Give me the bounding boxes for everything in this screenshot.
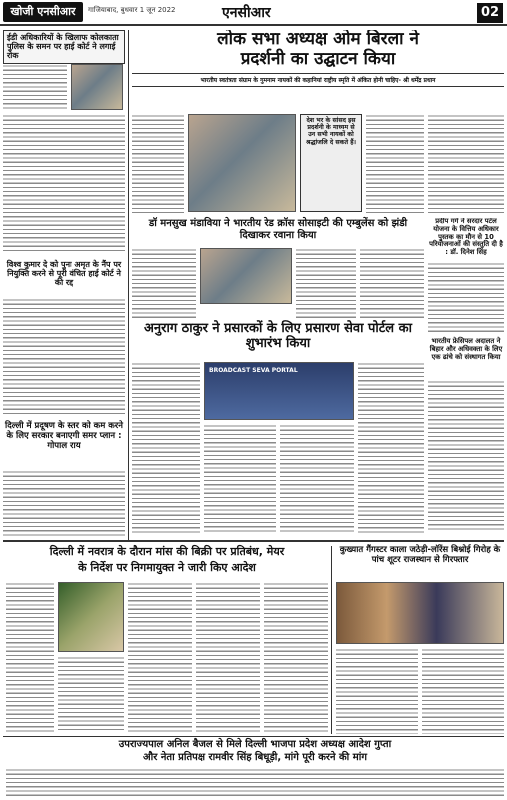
dateline: गाजियाबाद, बुधवार 1 जून 2022 — [88, 6, 176, 14]
mid-story-headline: डॉ मनसुख मंडाविया ने भारतीय रेड क्रॉस सोसाइटी की एम्बुलेंस को झंडी दिखाकर रवाना किया — [148, 218, 408, 241]
second-story-body-col1 — [132, 362, 200, 534]
section-rule — [3, 736, 504, 737]
left-story-3-body — [3, 470, 125, 538]
photo-banner-text: BROADCAST SEVA PORTAL — [209, 367, 298, 374]
footer-story-headline-line2: और नेता प्रतिपक्ष रामवीर सिंह बिधूड़ी, मांगे पूरी करने की मांग — [143, 752, 367, 763]
left-story-1-body-cont — [3, 114, 125, 254]
left-column — [3, 30, 125, 540]
right-column — [428, 218, 504, 534]
footer-story-headline-line1: उपराज्यपाल अनिल बैजल से मिले दिल्ली भाजपा प्रदेश अध्यक्ष आदेश गुप्ता — [118, 739, 392, 750]
mid-story-body-col1 — [132, 248, 196, 318]
bottom-story-body-col2 — [58, 656, 124, 732]
crime-story-headline: कुख्यात गैंगस्टर काला जठेड़ी-लॉरेंस बिश्नोई गिरोह के पांच शूटर राजस्थान से गिरफ्तार — [339, 545, 501, 565]
mid-story-body-col3 — [360, 248, 424, 318]
section-rule — [3, 540, 504, 542]
bottom-story-body-col4 — [196, 582, 260, 732]
column-rule — [331, 546, 332, 734]
bottom-story-body-col5 — [264, 582, 328, 732]
bottom-story-body-col1 — [6, 582, 54, 732]
right-story-1-body — [428, 262, 504, 332]
crime-story-photo — [336, 582, 504, 644]
lead-story-head — [132, 30, 504, 108]
bottom-story-photo — [58, 582, 124, 652]
second-story-body-col2 — [204, 424, 276, 534]
bottom-story-headline-line2: के निर्देश पर निगमायुक्त ने जारी किए आदेश — [78, 561, 256, 574]
lead-headline-line2: प्रदर्शनी का उद्घाटन किया — [240, 48, 396, 69]
right-story-2-body — [428, 380, 504, 530]
section-label: एनसीआर — [222, 5, 271, 21]
second-story-body-col3 — [280, 424, 354, 534]
crime-story-body-col1 — [336, 648, 418, 734]
lead-photo — [188, 114, 296, 212]
column-rule — [128, 30, 129, 540]
second-story-headline: अनुराग ठाकुर ने प्रसारकों के लिए प्रसारण सेवा पोर्टल का शुभारंभ किया — [143, 321, 412, 351]
footer-story-body — [6, 768, 504, 798]
lead-body-col2 — [366, 114, 424, 214]
lead-headline-line1: लोक सभा अध्यक्ष ओम बिरला ने — [217, 30, 419, 49]
left-story-1-headline: ईडी अधिकारियों के खिलाफ कोलकाता पुलिस के समन पर हाई कोर्ट ने लगाई रोक — [3, 30, 125, 64]
left-story-1-photo — [71, 64, 123, 110]
newspaper-logo: खोजी एनसीआर — [3, 2, 83, 22]
page-number: 02 — [477, 3, 503, 23]
lead-pull-quote: देश भर के सांसद इस प्रदर्शनी के माध्यम से उन सभी नायकों को श्रद्धांजलि दे सकते हैं। — [300, 114, 362, 212]
mid-story-photo — [200, 248, 292, 304]
left-story-2-body — [3, 298, 125, 416]
bottom-story-headline-line1: दिल्ली में नवरात्र के दौरान मांस की बिक्री पर प्रतिबंध, मेयर — [49, 545, 285, 558]
lead-body-col1 — [132, 114, 184, 214]
bottom-story-body-col3 — [128, 582, 192, 732]
right-story-1-headline: प्रदीप गर्ग ने सरदार पटेल योजना के वित्तिय अधिकार पुस्तक का मौन से 10 परियोजनाओं की संस्तुति दी है : डॉ. दिनेश सिंह — [429, 218, 503, 257]
second-story-body-col4 — [358, 362, 424, 534]
left-story-1-body — [3, 64, 67, 110]
crime-story-body-col2 — [422, 648, 504, 734]
lead-deck: भारतीय स्वतंत्रता संग्राम के गुमनाम नायकों की कहानियां राष्ट्रीय स्मृति में अंकित होनी चाहिए- श्री धर्मेंद्र प्रधान — [132, 73, 504, 87]
masthead — [0, 0, 507, 26]
mid-story-body-col2 — [296, 248, 356, 318]
left-story-3-headline: दिल्ली में प्रदूषण के स्तर को कम करने के लिए सरकार बनाएगी समर प्लान : गोपाल राय — [5, 421, 123, 451]
right-story-2-headline: भारतीय फ्रेसिपल अदालत ने बिहार और अधिवक्ता के लिए एक ढांचे को संस्थागत किया — [429, 337, 503, 361]
second-story-photo — [204, 362, 354, 420]
left-story-2-headline: विश्व कुमार दे को पुनः अमृत के नैंप पर नियुक्ति करने से पूरी वंचित हाई कोर्ट ने की रद्द — [6, 260, 122, 288]
lead-body-col3 — [428, 114, 504, 214]
